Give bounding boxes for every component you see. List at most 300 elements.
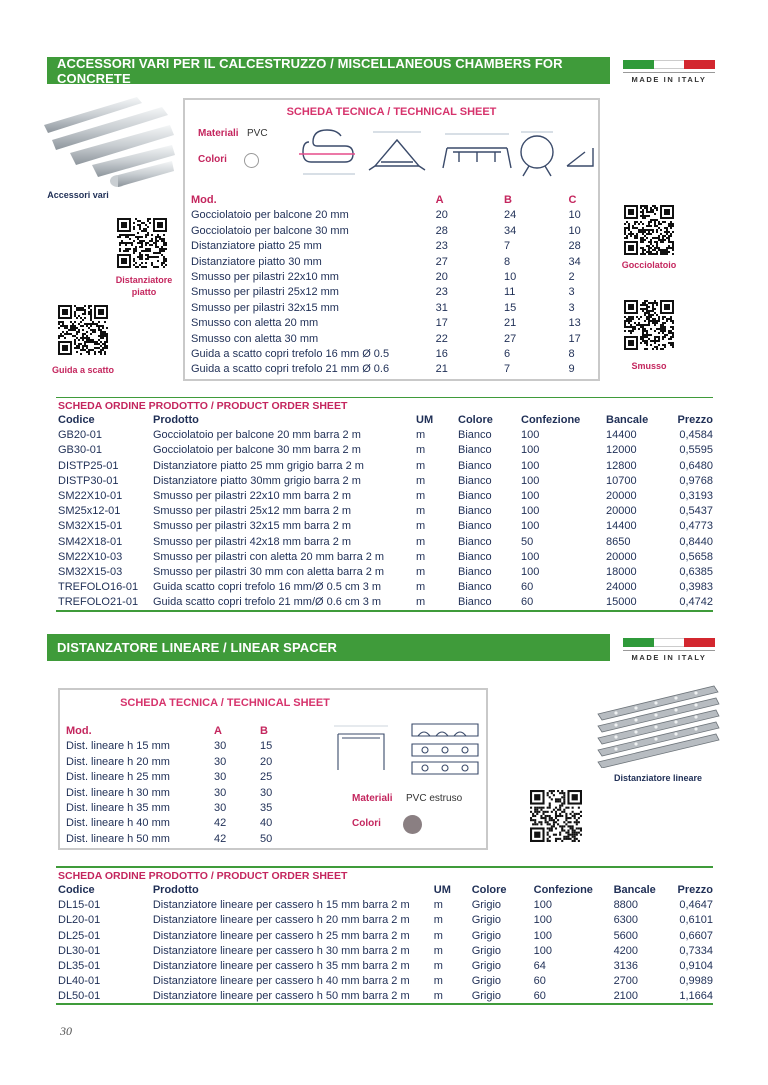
header-um: UM: [433, 884, 451, 896]
made-in-italy-text: MADE IN ITALY: [623, 72, 715, 84]
spacer-drawing: [332, 716, 482, 776]
order-row: [58, 565, 713, 580]
table-cell: Distanziatore lineare per cassero h 20 mm barra 2 m: [152, 914, 410, 927]
table-cell: 20: [435, 209, 448, 222]
table-cell: Distanziatore lineare per cassero h 35 mm barra 2 m: [152, 960, 410, 973]
table-cell: Guida scatto copri trefolo 21 mm/Ø 0.6 cm 3 m: [153, 596, 382, 609]
table-cell: SM32X15-03: [58, 566, 123, 579]
table-cell: SM22X10-03: [58, 550, 123, 563]
qr-caption-guida: Guida a scatto: [51, 365, 114, 375]
table-cell: 30: [214, 802, 227, 815]
table-cell: m: [416, 459, 426, 472]
table-cell: Distanziatore lineare per cassero h 30 mm barra 2 m: [152, 944, 410, 957]
table-cell: DISTP30-01: [58, 474, 119, 487]
table-cell: 27: [504, 332, 517, 345]
table-cell: 24000: [606, 581, 637, 594]
table-cell: Gocciolatoio per balcone 30 mm: [191, 224, 349, 237]
table-cell: Gocciolatoio per balcone 20 mm barra 2 m: [153, 429, 361, 442]
order-sheet-table: [58, 883, 713, 1005]
table-cell: 12800: [606, 459, 637, 472]
colori-label: Colori: [198, 154, 227, 165]
materiali-label: Materiali: [352, 793, 393, 804]
table-cell: Grigio: [471, 944, 502, 957]
table-cell: m: [433, 914, 443, 927]
order-row: [58, 459, 713, 474]
table-cell: m: [416, 550, 426, 563]
header-codice: Codice: [58, 414, 95, 426]
header-bancale: Bancale: [606, 414, 649, 426]
table-cell: 10: [568, 209, 581, 222]
table-cell: 14400: [606, 520, 637, 533]
table-cell: Gocciolatoio per balcone 20 mm: [191, 209, 349, 222]
table-cell: m: [433, 899, 443, 912]
table-cell: DL50-01: [58, 990, 101, 1003]
table-cell: Grigio: [471, 899, 502, 912]
spec-row: [191, 270, 598, 285]
table-cell: 64: [533, 960, 546, 973]
table-cell: Distanziatore piatto 25 mm: [191, 240, 322, 253]
table-cell: DL20-01: [58, 914, 101, 927]
header-confezione: Confezione: [533, 884, 593, 896]
spec-row: [191, 285, 598, 300]
header-a: A: [214, 725, 222, 737]
table-cell: Dist. lineare h 25 mm: [66, 771, 170, 784]
header-confezione: Confezione: [521, 414, 581, 426]
table-cell: Smusso con aletta 20 mm: [191, 317, 319, 330]
table-cell: SM25x12-01: [58, 505, 121, 518]
spec-row: [66, 739, 290, 754]
table-cell: Smusso per pilastri 25x12 mm barra 2 m: [153, 505, 352, 518]
table-cell: 35: [260, 802, 273, 815]
technical-sheet-box: [58, 688, 488, 850]
table-cell: Distanziatore lineare per cassero h 40 mm barra 2 m: [152, 975, 410, 988]
order-row: [58, 550, 713, 565]
materiali-label: Materiali: [198, 128, 239, 139]
table-cell: 60: [521, 581, 534, 594]
table-cell: GB20-01: [58, 429, 103, 442]
order-row: [58, 929, 713, 944]
header-colore: Colore: [471, 884, 507, 896]
spec-row: [191, 239, 598, 254]
table-cell: 100: [521, 566, 540, 579]
table-cell: 50: [521, 535, 534, 548]
table-cell: Smusso per pilastri 30 mm con aletta barra 2 m: [153, 566, 385, 579]
spec-row: [66, 816, 290, 831]
table-cell: 6300: [613, 914, 639, 927]
header-bancale: Bancale: [613, 884, 656, 896]
table-cell: DL35-01: [58, 960, 101, 973]
table-cell: 0,9768: [679, 474, 713, 487]
table-cell: 0,3983: [679, 581, 713, 594]
qr-caption-distanziatore: Distanziatore piatto: [115, 275, 173, 297]
table-cell: Bianco: [458, 474, 492, 487]
table-cell: Bianco: [458, 581, 492, 594]
table-cell: 100: [533, 944, 552, 957]
table-cell: DL25-01: [58, 929, 101, 942]
table-cell: 3136: [613, 960, 639, 973]
color-swatch: [403, 815, 422, 834]
technical-sheet-table: [66, 724, 290, 847]
qr-code-icon[interactable]: [624, 205, 674, 255]
table-cell: Smusso per pilastri 25x12 mm: [191, 286, 339, 299]
table-cell: 34: [504, 224, 517, 237]
table-cell: Grigio: [471, 929, 502, 942]
qr-caption-gocciolatoio: Gocciolatoio: [621, 260, 677, 270]
table-cell: 15000: [606, 596, 637, 609]
order-row: [58, 898, 713, 913]
order-row: [58, 489, 713, 504]
table-cell: 0,4584: [679, 429, 713, 442]
table-cell: Distanziatore piatto 25 mm grigio barra 2 m: [153, 459, 364, 472]
spec-row: [66, 770, 290, 785]
table-cell: 0,4742: [679, 596, 713, 609]
table-cell: Distanziatore lineare per cassero h 25 mm barra 2 m: [152, 929, 410, 942]
order-sheet-table: [58, 413, 713, 611]
header-a: A: [435, 194, 444, 206]
table-cell: m: [416, 566, 426, 579]
table-cell: Grigio: [471, 960, 502, 973]
technical-sheet-title: SCHEDA TECNICA / TECHNICAL SHEET: [120, 697, 330, 709]
table-cell: m: [416, 535, 426, 548]
table-cell: Bianco: [458, 490, 492, 503]
table-cell: DL40-01: [58, 975, 101, 988]
table-cell: Smusso per pilastri con aletta 20 mm barra 2 m: [153, 550, 385, 563]
table-cell: Bianco: [458, 550, 492, 563]
order-row: [58, 428, 713, 443]
table-cell: 100: [521, 459, 540, 472]
section-title-bar: [47, 634, 610, 661]
section-title: ACCESSORI VARI PER IL CALCESTRUZZO / MISCELLANEOUS CHAMBERS FOR CONCRETE: [57, 55, 563, 86]
table-cell: 16: [435, 348, 448, 361]
table-cell: 20000: [606, 490, 637, 503]
order-sheet-title: SCHEDA ORDINE PRODOTTO / PRODUCT ORDER SHEET: [58, 400, 348, 412]
header-um: UM: [416, 414, 434, 426]
table-cell: Guida scatto copri trefolo 16 mm/Ø 0.5 cm 3 m: [153, 581, 382, 594]
distanziatore-lineare-image: [596, 684, 720, 768]
header-colore: Colore: [458, 414, 493, 426]
table-cell: m: [416, 581, 426, 594]
table-cell: 28: [568, 240, 581, 253]
table-cell: 100: [521, 429, 540, 442]
order-row: [58, 504, 713, 519]
table-cell: m: [416, 444, 426, 457]
header-b: B: [260, 725, 268, 737]
header-c: C: [568, 194, 577, 206]
table-cell: Smusso per pilastri 22x10 mm barra 2 m: [153, 490, 352, 503]
order-row: [58, 519, 713, 534]
table-cell: Grigio: [471, 914, 502, 927]
table-cell: Smusso per pilastri 32x15 mm barra 2 m: [153, 520, 352, 533]
table-cell: 0,9989: [679, 975, 713, 988]
table-cell: 100: [521, 474, 540, 487]
technical-sheet-title: SCHEDA TECNICA / TECHNICAL SHEET: [286, 106, 497, 118]
table-cell: 5600: [613, 929, 639, 942]
qr-caption-smusso: Smusso: [631, 361, 667, 371]
table-cell: 0,7334: [679, 944, 713, 957]
section-title: DISTANZATORE LINEARE / LINEAR SPACER: [57, 640, 337, 655]
table-cell: m: [416, 520, 426, 533]
table-cell: 0,5658: [679, 550, 713, 563]
italian-flag-icon: [623, 60, 715, 69]
spec-row: [191, 208, 598, 223]
spec-row: [66, 801, 290, 816]
spec-row: [66, 786, 290, 801]
accessori-product-image: [42, 95, 177, 190]
table-cell: Smusso per pilastri 22x10 mm: [191, 271, 339, 284]
header-codice: Codice: [58, 884, 95, 896]
table-cell: 40: [260, 817, 273, 830]
technical-sheet-table: [191, 193, 598, 378]
table-cell: Guida a scatto copri trefolo 21 mm Ø 0.6: [191, 363, 390, 376]
spec-row: [191, 362, 598, 377]
materiali-value: PVC estruso: [406, 793, 463, 804]
table-cell: 11: [504, 286, 516, 299]
distanziatore-lineare-caption: Distanziatore lineare: [613, 773, 703, 783]
table-cell: 2: [568, 271, 575, 284]
order-row: [58, 913, 713, 928]
table-cell: Bianco: [458, 444, 492, 457]
table-cell: Distanziatore piatto 30 mm: [191, 255, 322, 268]
table-cell: GB30-01: [58, 444, 103, 457]
made-in-italy-logo: [623, 638, 715, 662]
table-cell: 25: [260, 771, 273, 784]
table-cell: 14400: [606, 429, 637, 442]
table-cell: 12000: [606, 444, 637, 457]
table-cell: 10: [504, 271, 517, 284]
section-title-bar: [47, 57, 610, 84]
table-cell: 9: [568, 363, 575, 376]
spec-row: [66, 755, 290, 770]
table-cell: Dist. lineare h 30 mm: [66, 786, 170, 799]
header-prodotto: Prodotto: [153, 414, 199, 426]
table-cell: 3: [568, 301, 575, 314]
table-cell: 0,6385: [679, 566, 713, 579]
table-cell: Bianco: [458, 520, 492, 533]
table-cell: 20000: [606, 505, 637, 518]
table-cell: TREFOLO16-01: [58, 581, 139, 594]
table-cell: 50: [260, 832, 273, 845]
qr-code-icon[interactable]: [117, 218, 167, 268]
technical-sheet-header-row: [191, 193, 598, 208]
table-cell: Bianco: [458, 535, 492, 548]
table-cell: 8: [504, 255, 511, 268]
table-cell: 0,3193: [679, 490, 713, 503]
table-cell: 7: [504, 363, 511, 376]
table-cell: m: [433, 990, 443, 1003]
table-cell: Bianco: [458, 459, 492, 472]
table-cell: SM22X10-01: [58, 490, 123, 503]
table-cell: Guida a scatto copri trefolo 16 mm Ø 0.5: [191, 348, 390, 361]
table-cell: m: [416, 505, 426, 518]
table-cell: Smusso con aletta 30 mm: [191, 332, 319, 345]
table-cell: 8650: [606, 535, 631, 548]
order-row: [58, 959, 713, 974]
spec-row: [191, 255, 598, 270]
table-cell: Bianco: [458, 429, 492, 442]
table-cell: 30: [214, 740, 227, 753]
order-sheet-title: SCHEDA ORDINE PRODOTTO / PRODUCT ORDER SHEET: [58, 870, 348, 882]
qr-code-icon[interactable]: [58, 305, 108, 355]
table-cell: 100: [533, 929, 552, 942]
table-cell: 10700: [606, 474, 637, 487]
table-cell: 18000: [606, 566, 637, 579]
table-cell: 100: [521, 550, 540, 563]
table-cell: Dist. lineare h 20 mm: [66, 755, 170, 768]
table-cell: DL30-01: [58, 944, 101, 957]
order-row: [58, 535, 713, 550]
table-cell: 21: [504, 317, 517, 330]
table-cell: DISTP25-01: [58, 459, 119, 472]
profile-drawings: [297, 118, 597, 188]
table-cell: 0,6101: [679, 914, 713, 927]
order-row: [58, 474, 713, 489]
spec-row: [191, 316, 598, 331]
table-cell: 7: [504, 240, 511, 253]
table-cell: 100: [521, 444, 540, 457]
header-prezzo: Prezzo: [677, 884, 713, 896]
order-header-row: [58, 413, 713, 428]
table-cell: 23: [435, 286, 448, 299]
qr-code-icon[interactable]: [624, 300, 674, 350]
table-cell: m: [416, 474, 426, 487]
table-cell: m: [416, 429, 426, 442]
table-cell: Dist. lineare h 15 mm: [66, 740, 170, 753]
table-cell: 42: [214, 832, 227, 845]
table-cell: 0,6607: [679, 929, 713, 942]
table-cell: SM42X18-01: [58, 535, 123, 548]
page-number: 30: [60, 1024, 72, 1038]
table-cell: 8: [568, 348, 575, 361]
order-bottom-divider: [56, 610, 713, 612]
table-cell: 30: [214, 771, 227, 784]
table-cell: 17: [568, 332, 581, 345]
table-cell: 0,5595: [679, 444, 713, 457]
table-cell: 8800: [613, 899, 639, 912]
table-cell: 20: [260, 755, 273, 768]
table-cell: Distanziatore lineare per cassero h 50 mm barra 2 m: [152, 990, 410, 1003]
order-row: [58, 974, 713, 989]
order-header-row: [58, 883, 713, 898]
order-row: [58, 580, 713, 595]
table-cell: 30: [214, 755, 227, 768]
table-cell: 21: [435, 363, 448, 376]
table-cell: 42: [214, 817, 227, 830]
table-cell: 100: [521, 520, 540, 533]
header-prodotto: Prodotto: [152, 884, 199, 896]
table-cell: Gocciolatoio per balcone 30 mm barra 2 m: [153, 444, 361, 457]
table-cell: Smusso per pilastri 42x18 mm barra 2 m: [153, 535, 352, 548]
table-cell: 4200: [613, 944, 639, 957]
spec-row: [191, 224, 598, 239]
table-cell: m: [433, 975, 443, 988]
table-cell: 3: [568, 286, 575, 299]
table-cell: 30: [214, 786, 227, 799]
table-cell: 100: [533, 899, 552, 912]
table-cell: TREFOLO21-01: [58, 596, 139, 609]
table-cell: m: [433, 929, 443, 942]
table-cell: 2100: [613, 990, 639, 1003]
made-in-italy-text: MADE IN ITALY: [623, 650, 715, 662]
technical-sheet-header-row: [66, 724, 290, 739]
table-cell: 60: [533, 990, 546, 1003]
table-cell: 0,4647: [679, 899, 713, 912]
table-cell: 0,4773: [679, 520, 713, 533]
table-cell: Grigio: [471, 975, 502, 988]
table-cell: 20: [435, 271, 448, 284]
table-cell: 6: [504, 348, 511, 361]
spec-row: [66, 832, 290, 847]
order-bottom-divider: [56, 1003, 713, 1005]
table-cell: 30: [260, 786, 273, 799]
table-cell: 24: [504, 209, 517, 222]
table-cell: SM32X15-01: [58, 520, 123, 533]
table-cell: Bianco: [458, 505, 492, 518]
italian-flag-icon: [623, 638, 715, 647]
table-cell: 0,8440: [679, 535, 713, 548]
header-prezzo: Prezzo: [677, 414, 713, 426]
made-in-italy-logo: [623, 60, 715, 84]
table-cell: Bianco: [458, 566, 492, 579]
table-cell: Dist. lineare h 35 mm: [66, 802, 170, 815]
table-cell: Smusso per pilastri 32x15 mm: [191, 301, 339, 314]
table-cell: 31: [435, 301, 448, 314]
spec-row: [191, 332, 598, 347]
table-cell: m: [416, 490, 426, 503]
table-cell: Distanziatore piatto 30mm grigio barra 2 m: [153, 474, 361, 487]
table-cell: 28: [435, 224, 448, 237]
table-cell: 0,6480: [679, 459, 713, 472]
order-row: [58, 443, 713, 458]
table-cell: Bianco: [458, 596, 492, 609]
table-cell: 100: [533, 914, 552, 927]
color-swatch: [244, 153, 259, 168]
table-cell: 20000: [606, 550, 637, 563]
table-cell: 0,9104: [679, 960, 713, 973]
qr-code-icon[interactable]: [530, 790, 582, 842]
table-cell: m: [416, 596, 426, 609]
table-cell: 60: [533, 975, 546, 988]
order-top-divider: [56, 397, 713, 398]
technical-sheet-box: [183, 98, 600, 381]
table-cell: m: [433, 960, 443, 973]
table-cell: 23: [435, 240, 448, 253]
table-cell: 15: [504, 301, 517, 314]
table-cell: DL15-01: [58, 899, 101, 912]
table-cell: m: [433, 944, 443, 957]
table-cell: Grigio: [471, 990, 502, 1003]
table-cell: 15: [260, 740, 273, 753]
table-cell: 22: [435, 332, 448, 345]
table-cell: 27: [435, 255, 448, 268]
accessori-caption: Accessori vari: [47, 190, 109, 200]
table-cell: 13: [568, 317, 581, 330]
spec-row: [191, 347, 598, 362]
table-cell: 0,5437: [679, 505, 713, 518]
table-cell: Dist. lineare h 50 mm: [66, 832, 170, 845]
table-cell: 2700: [613, 975, 639, 988]
order-top-divider: [56, 866, 713, 868]
table-cell: 100: [521, 490, 540, 503]
table-cell: 10: [568, 224, 581, 237]
table-cell: 17: [435, 317, 448, 330]
order-row: [58, 944, 713, 959]
table-cell: Dist. lineare h 40 mm: [66, 817, 170, 830]
spec-row: [191, 301, 598, 316]
table-cell: 34: [568, 255, 581, 268]
header-b: B: [504, 194, 512, 206]
colori-label: Colori: [352, 818, 381, 829]
table-cell: 60: [521, 596, 534, 609]
